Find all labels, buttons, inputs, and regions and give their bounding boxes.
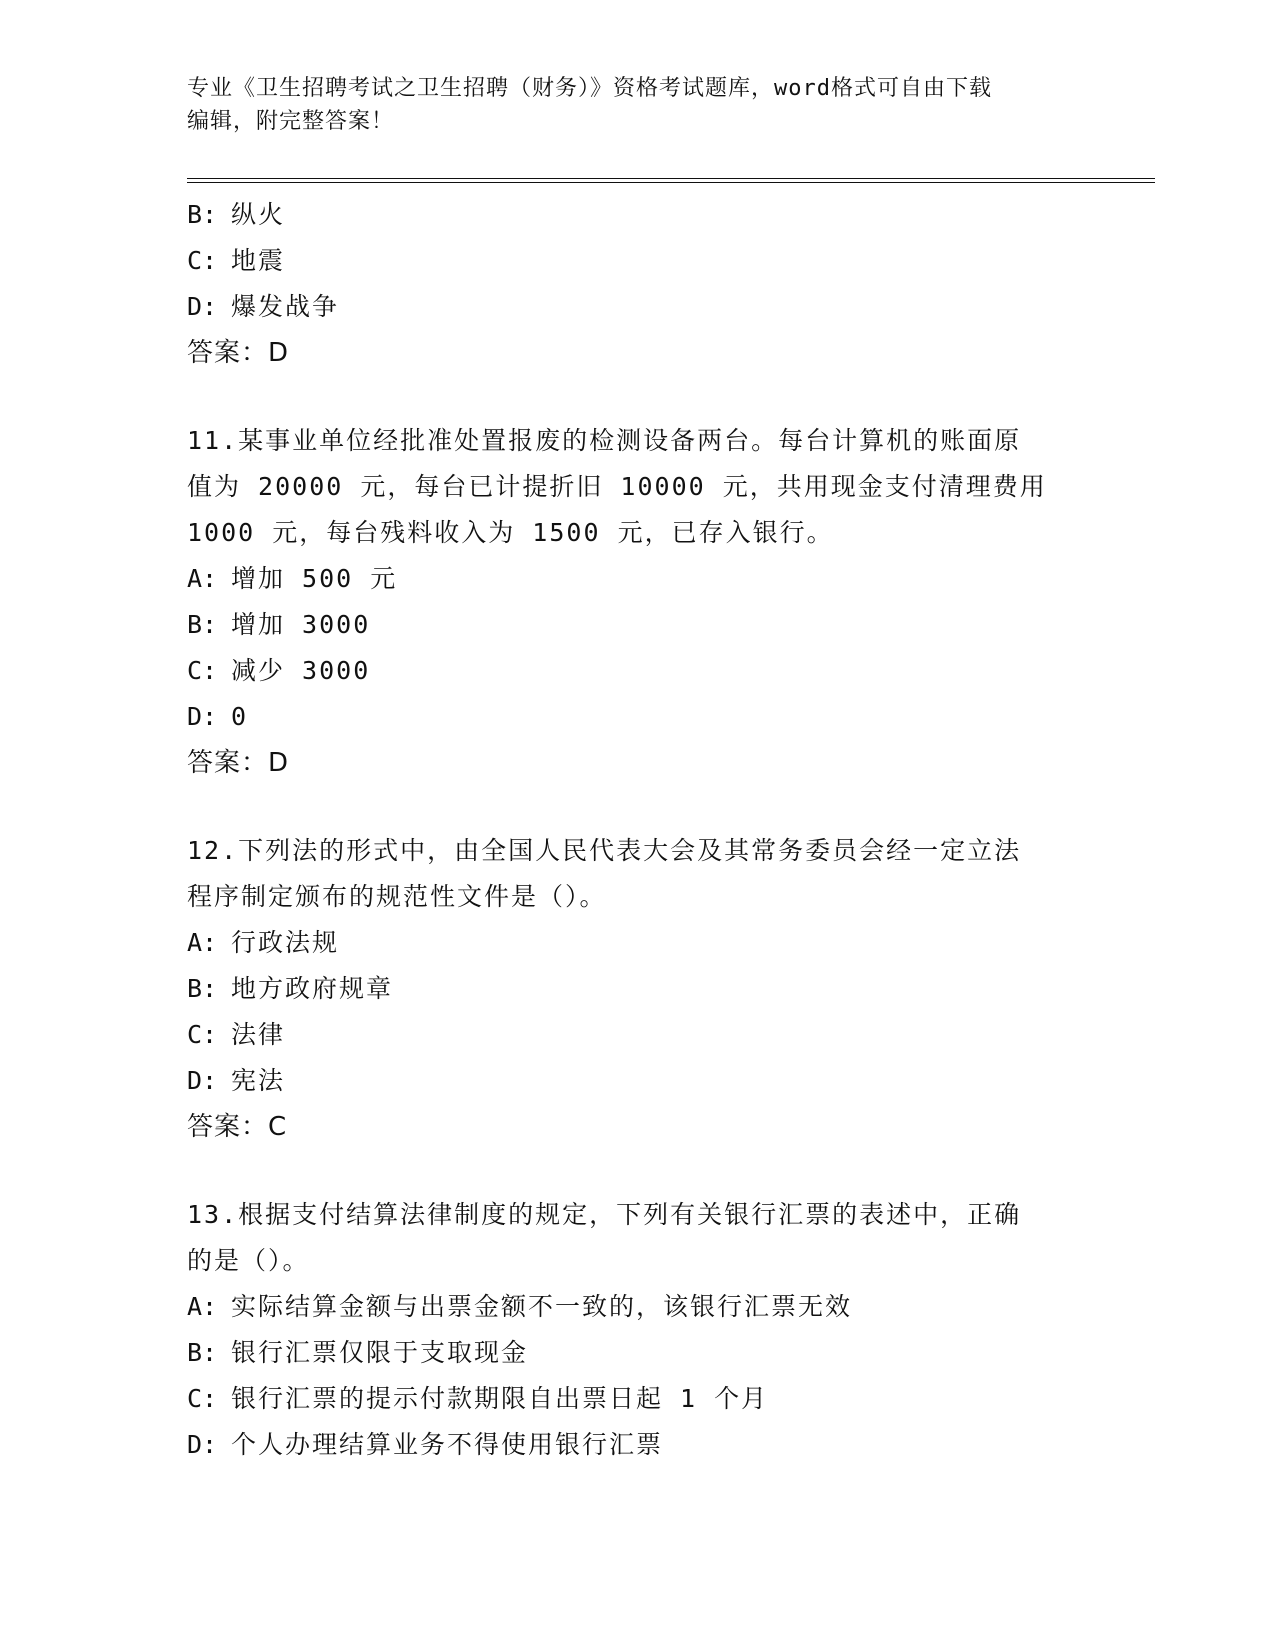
question-stem-line: 13.根据支付结算法律制度的规定，下列有关银行汇票的表述中，正确	[187, 1200, 1022, 1229]
option-text: 地方政府规章	[231, 974, 394, 1003]
question-stem-line: 值为 20000 元，每台已计提折旧 10000 元，共用现金支付清理费用	[187, 472, 1047, 501]
option-c	[187, 238, 1147, 284]
option-text: 银行汇票的提示付款期限自出票日起 1 个月	[231, 1384, 769, 1413]
question-11	[187, 418, 1147, 786]
option-letter: B:	[187, 610, 218, 639]
answer: 答案：D	[187, 748, 290, 778]
header-line-1: 专业《卫生招聘考试之卫生招聘（财务）》资格考试题库，word格式可自由下载	[187, 76, 992, 101]
option-letter: B:	[187, 974, 218, 1003]
option-b	[187, 192, 1147, 238]
option-text: 0	[231, 702, 249, 731]
option-text: 爆发战争	[231, 292, 340, 321]
question-stem-line: 12.下列法的形式中，由全国人民代表大会及其常务委员会经一定立法	[187, 836, 1022, 865]
option-letter: A:	[187, 564, 218, 593]
question-stem-line: 程序制定颁布的规范性文件是（）。	[187, 882, 607, 911]
option-letter: B:	[187, 1338, 218, 1367]
option-text: 银行汇票仅限于支取现金	[231, 1338, 529, 1367]
option-b	[187, 602, 1147, 648]
document-body	[187, 192, 1147, 1468]
option-letter: A:	[187, 1292, 218, 1321]
option-b	[187, 1330, 1147, 1376]
header-divider	[187, 178, 1155, 183]
option-text: 增加 500 元	[231, 564, 398, 593]
option-d	[187, 284, 1147, 330]
option-a	[187, 556, 1147, 602]
option-text: 宪法	[231, 1066, 286, 1095]
option-letter: C:	[187, 246, 218, 275]
option-c	[187, 648, 1147, 694]
header-line-2: 编辑，附完整答案！	[187, 109, 395, 134]
option-letter: D:	[187, 702, 218, 731]
question-stem-line: 11.某事业单位经批准处置报废的检测设备两台。每台计算机的账面原	[187, 426, 1022, 455]
document-header	[187, 72, 1087, 138]
option-letter: A:	[187, 928, 218, 957]
question-stem-line: 1000 元，每台残料收入为 1500 元，已存入银行。	[187, 518, 834, 547]
option-a	[187, 1284, 1147, 1330]
option-text: 增加 3000	[231, 610, 371, 639]
option-letter: B:	[187, 200, 218, 229]
question-10	[187, 192, 1147, 376]
option-text: 个人办理结算业务不得使用银行汇票	[231, 1430, 664, 1459]
option-a	[187, 920, 1147, 966]
option-letter: C:	[187, 1020, 218, 1049]
option-d	[187, 1422, 1147, 1468]
option-letter: C:	[187, 1384, 218, 1413]
question-13	[187, 1192, 1147, 1468]
option-letter: C:	[187, 656, 218, 685]
option-c	[187, 1376, 1147, 1422]
answer: 答案：C	[187, 1112, 288, 1142]
answer: 答案：D	[187, 338, 290, 368]
option-text: 实际结算金额与出票金额不一致的，该银行汇票无效	[231, 1292, 853, 1321]
option-text: 行政法规	[231, 928, 340, 957]
question-stem-line: 的是（）。	[187, 1246, 310, 1275]
option-letter: D:	[187, 1066, 218, 1095]
option-b	[187, 966, 1147, 1012]
option-letter: D:	[187, 292, 218, 321]
option-text: 地震	[231, 246, 286, 275]
option-c	[187, 1012, 1147, 1058]
option-text: 法律	[231, 1020, 286, 1049]
option-text: 减少 3000	[231, 656, 371, 685]
question-12	[187, 828, 1147, 1150]
option-d	[187, 694, 1147, 740]
option-text: 纵火	[231, 200, 286, 229]
option-letter: D:	[187, 1430, 218, 1459]
option-d	[187, 1058, 1147, 1104]
